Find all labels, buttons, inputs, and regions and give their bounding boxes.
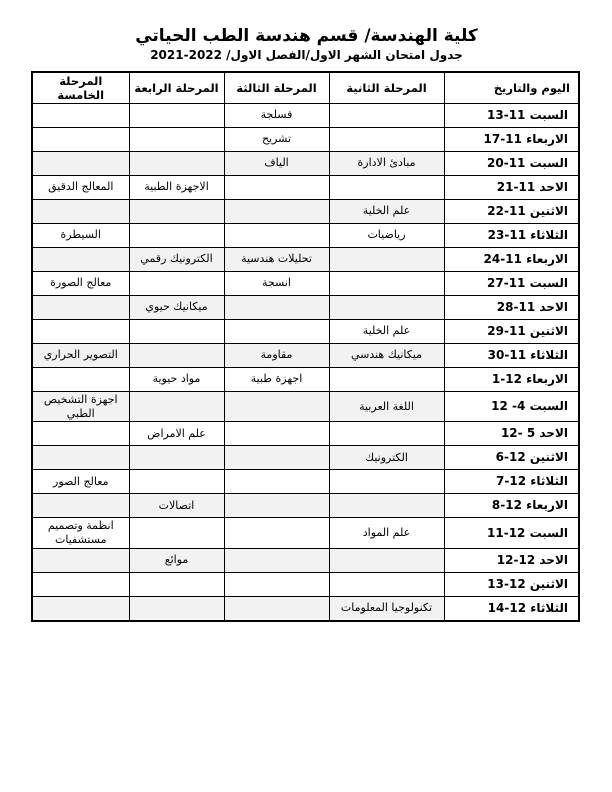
subject-cell-stage-3 — [224, 596, 329, 621]
page-title: كلية الهندسة/ قسم هندسة الطب الحياتي — [135, 26, 478, 46]
subject-cell-stage-5 — [32, 422, 129, 446]
subject-cell-stage-5: انظمة وتصميم مستشفيات — [32, 518, 129, 549]
table-header-row — [32, 72, 579, 104]
subject-cell-stage-5 — [32, 103, 129, 127]
subject-cell-stage-2: تكنولوجيا المعلومات — [329, 596, 444, 621]
subject-cell-stage-2: الكترونيك — [329, 446, 444, 470]
subject-cell-stage-5 — [32, 367, 129, 391]
schedule-row — [32, 572, 579, 596]
subject-cell-stage-5 — [32, 127, 129, 151]
schedule-row — [32, 295, 579, 319]
subject-cell-stage-5 — [32, 572, 129, 596]
schedule-row — [32, 446, 579, 470]
subject-cell-stage-5 — [32, 494, 129, 518]
subject-cell-stage-2 — [329, 127, 444, 151]
subject-cell-stage-4 — [129, 271, 224, 295]
subject-cell-stage-3: الياف — [224, 151, 329, 175]
schedule-row — [32, 367, 579, 391]
subject-cell-stage-3: فسلجة — [224, 103, 329, 127]
subject-cell-stage-5: معالج الصور — [32, 470, 129, 494]
subject-cell-stage-3 — [224, 175, 329, 199]
subject-cell-stage-5: التصوير الحراري — [32, 343, 129, 367]
subject-cell-stage-5: السيطرة — [32, 223, 129, 247]
subject-cell-stage-4: ميكانيك حيوي — [129, 295, 224, 319]
subject-cell-stage-5 — [32, 319, 129, 343]
subject-cell-stage-5 — [32, 446, 129, 470]
schedule-row — [32, 422, 579, 446]
subject-cell-stage-2 — [329, 175, 444, 199]
subject-cell-stage-2: علم الخلية — [329, 319, 444, 343]
schedule-row — [32, 199, 579, 223]
subject-cell-stage-2 — [329, 271, 444, 295]
subject-cell-stage-3 — [224, 548, 329, 572]
schedule-row — [32, 596, 579, 621]
subject-cell-stage-4 — [129, 223, 224, 247]
subject-cell-stage-5 — [32, 596, 129, 621]
subject-cell-stage-4 — [129, 446, 224, 470]
column-header-stage-3: المرحلة الثالثة — [224, 72, 329, 104]
subject-cell-stage-2: علم الخلية — [329, 199, 444, 223]
subject-cell-stage-4: مواد حيوية — [129, 367, 224, 391]
schedule-row — [32, 343, 579, 367]
date-cell: الاربعاء 11-24 — [444, 247, 579, 271]
date-cell: الثلاثاء 12-7 — [444, 470, 579, 494]
schedule-row — [32, 470, 579, 494]
subject-cell-stage-4: موائع — [129, 548, 224, 572]
date-cell: الاثنين 11-22 — [444, 199, 579, 223]
subject-cell-stage-4 — [129, 151, 224, 175]
schedule-row — [32, 247, 579, 271]
schedule-row — [32, 494, 579, 518]
subject-cell-stage-3 — [224, 223, 329, 247]
date-cell: الثلاثاء 11-30 — [444, 343, 579, 367]
subject-cell-stage-2 — [329, 470, 444, 494]
subject-cell-stage-2: علم المواد — [329, 518, 444, 549]
date-cell: الاحد 11-21 — [444, 175, 579, 199]
column-header-stage-2: المرحلة الثانية — [329, 72, 444, 104]
date-cell: السبت 11-13 — [444, 103, 579, 127]
subject-cell-stage-5 — [32, 548, 129, 572]
schedule-row — [32, 518, 579, 549]
subject-cell-stage-5 — [32, 151, 129, 175]
schedule-row — [32, 223, 579, 247]
subject-cell-stage-2: اللغة العربية — [329, 391, 444, 422]
subject-cell-stage-4 — [129, 343, 224, 367]
subject-cell-stage-4 — [129, 572, 224, 596]
schedule-row — [32, 319, 579, 343]
subject-cell-stage-5: المعالج الدقيق — [32, 175, 129, 199]
column-header-stage-5: المرحلة الخامسة — [32, 72, 129, 104]
date-cell: السبت 12-11 — [444, 518, 579, 549]
subject-cell-stage-2 — [329, 572, 444, 596]
column-header-day-date: اليوم والتاريخ — [444, 72, 579, 104]
page-subtitle: جدول امتحان الشهر الاول/الفصل الاول/ 2022-2021 — [150, 48, 463, 63]
subject-cell-stage-3 — [224, 470, 329, 494]
schedule-row — [32, 271, 579, 295]
date-cell: الاثنين 12-13 — [444, 572, 579, 596]
subject-cell-stage-4: الكترونيك رقمي — [129, 247, 224, 271]
subject-cell-stage-4 — [129, 319, 224, 343]
subject-cell-stage-5: اجهزة التشخيص الطبي — [32, 391, 129, 422]
date-cell: الاثنين 12-6 — [444, 446, 579, 470]
subject-cell-stage-4 — [129, 127, 224, 151]
subject-cell-stage-4: الاجهزة الطبية — [129, 175, 224, 199]
column-header-stage-4: المرحلة الرابعة — [129, 72, 224, 104]
date-cell: الاربعاء 11-17 — [444, 127, 579, 151]
subject-cell-stage-3 — [224, 295, 329, 319]
schedule-row — [32, 151, 579, 175]
subject-cell-stage-3 — [224, 422, 329, 446]
subject-cell-stage-4 — [129, 518, 224, 549]
subject-cell-stage-4 — [129, 391, 224, 422]
subject-cell-stage-3: تحليلات هندسية — [224, 247, 329, 271]
date-cell: الاثنين 11-29 — [444, 319, 579, 343]
subject-cell-stage-3 — [224, 199, 329, 223]
subject-cell-stage-3 — [224, 391, 329, 422]
subject-cell-stage-2 — [329, 422, 444, 446]
subject-cell-stage-3 — [224, 518, 329, 549]
date-cell: الاحد 11-28 — [444, 295, 579, 319]
schedule-row — [32, 175, 579, 199]
subject-cell-stage-5 — [32, 199, 129, 223]
subject-cell-stage-3 — [224, 446, 329, 470]
subject-cell-stage-4: علم الامراض — [129, 422, 224, 446]
subject-cell-stage-2 — [329, 548, 444, 572]
date-cell: الثلاثاء 11-23 — [444, 223, 579, 247]
subject-cell-stage-2 — [329, 295, 444, 319]
date-cell: الاربعاء 12-8 — [444, 494, 579, 518]
date-cell: الاربعاء 12-1 — [444, 367, 579, 391]
date-cell: السبت 4- 12 — [444, 391, 579, 422]
subject-cell-stage-4 — [129, 596, 224, 621]
schedule-row — [32, 127, 579, 151]
subject-cell-stage-4 — [129, 470, 224, 494]
subject-cell-stage-5 — [32, 295, 129, 319]
exam-schedule-table — [31, 71, 580, 622]
date-cell: الثلاثاء 12-14 — [444, 596, 579, 621]
subject-cell-stage-3 — [224, 572, 329, 596]
date-cell: الاحد 5 -12 — [444, 422, 579, 446]
subject-cell-stage-4 — [129, 103, 224, 127]
subject-cell-stage-4 — [129, 199, 224, 223]
subject-cell-stage-5: معالج الصورة — [32, 271, 129, 295]
subject-cell-stage-3 — [224, 494, 329, 518]
subject-cell-stage-2 — [329, 247, 444, 271]
date-cell: السبت 11-27 — [444, 271, 579, 295]
subject-cell-stage-3 — [224, 319, 329, 343]
subject-cell-stage-3: اجهزة طبية — [224, 367, 329, 391]
date-cell: السبت 11-20 — [444, 151, 579, 175]
subject-cell-stage-5 — [32, 247, 129, 271]
subject-cell-stage-2: ميكانيك هندسي — [329, 343, 444, 367]
subject-cell-stage-2 — [329, 103, 444, 127]
subject-cell-stage-3: مقاومة — [224, 343, 329, 367]
subject-cell-stage-2: رياضيات — [329, 223, 444, 247]
subject-cell-stage-3: تشريح — [224, 127, 329, 151]
subject-cell-stage-4: اتصالات — [129, 494, 224, 518]
schedule-row — [32, 391, 579, 422]
subject-cell-stage-2: مبادئ الادارة — [329, 151, 444, 175]
schedule-row — [32, 548, 579, 572]
subject-cell-stage-3: انسجة — [224, 271, 329, 295]
date-cell: الاحد 12-12 — [444, 548, 579, 572]
subject-cell-stage-2 — [329, 494, 444, 518]
subject-cell-stage-2 — [329, 367, 444, 391]
schedule-row — [32, 103, 579, 127]
